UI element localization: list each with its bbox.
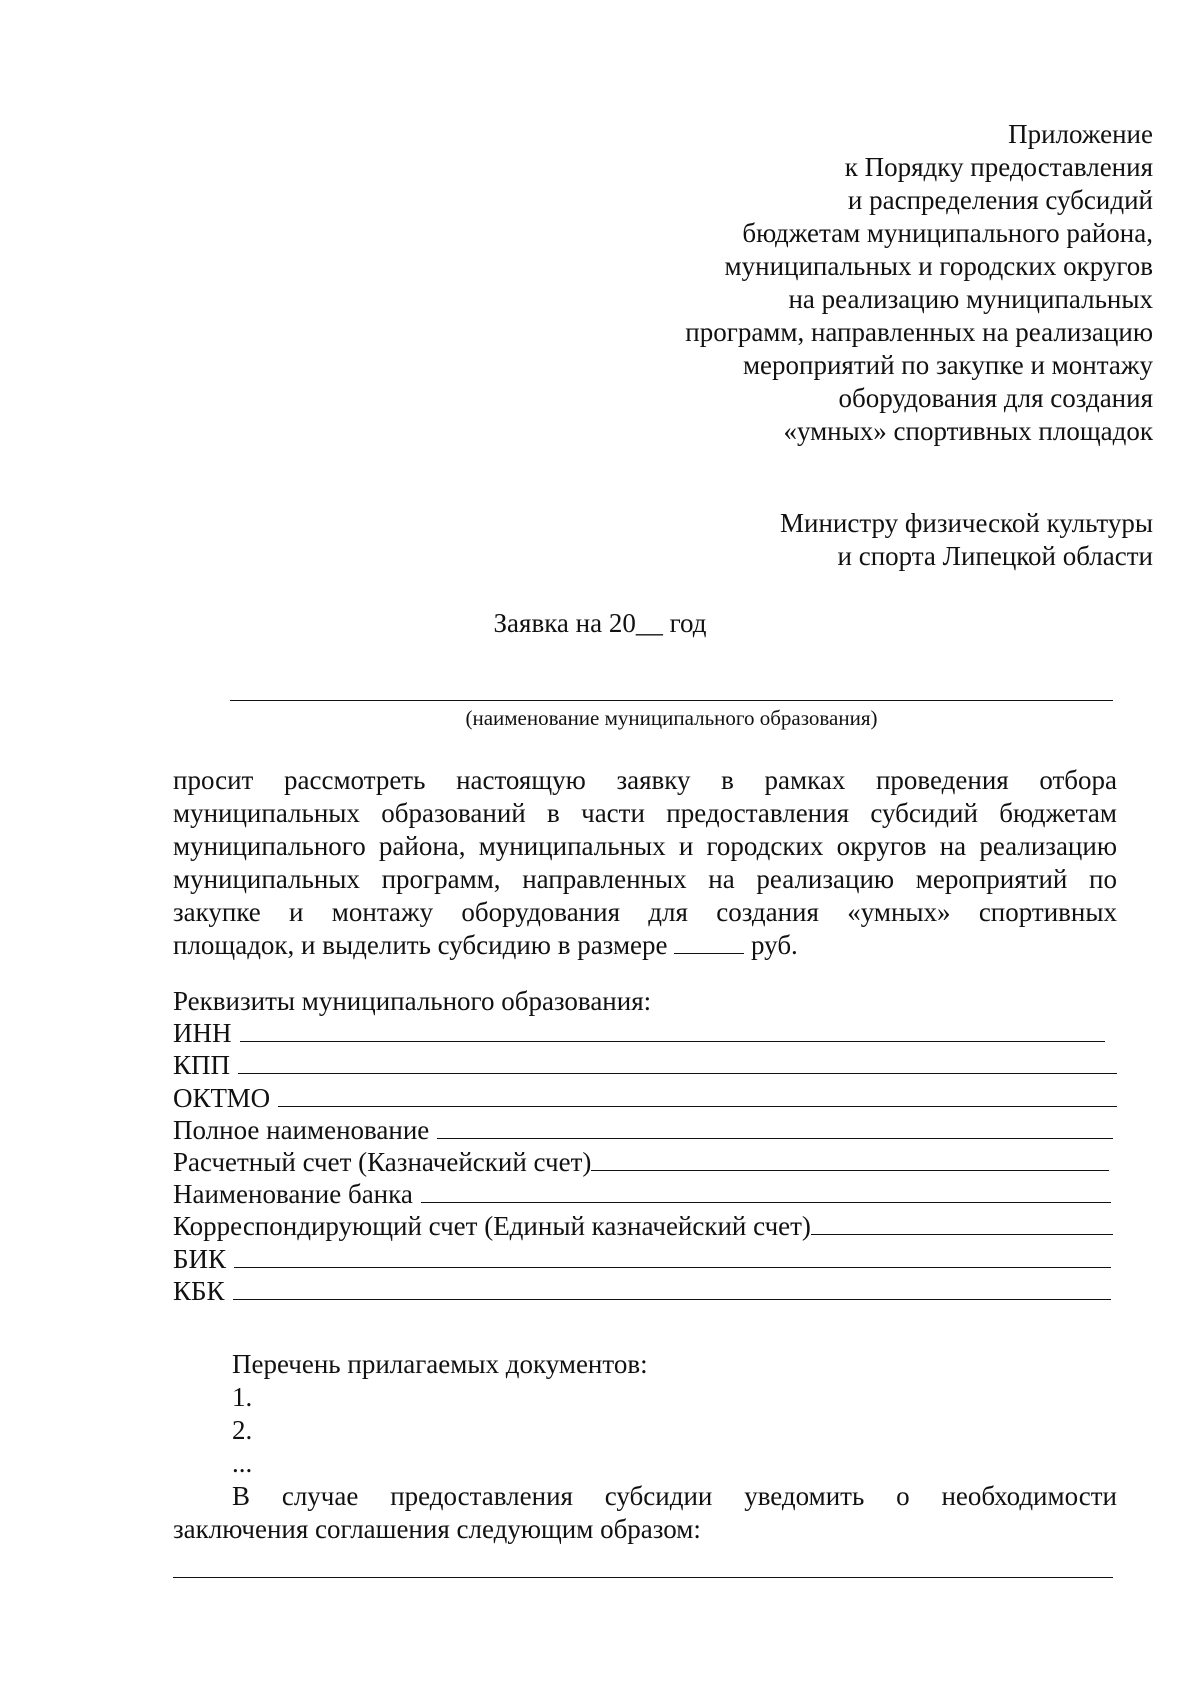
- addressee: [593, 507, 1153, 573]
- documents-list: [232, 1348, 648, 1480]
- request-line: закупке и монтажу оборудования для создания «умных» спортивных: [173, 897, 1117, 927]
- full-name-row: [173, 1114, 1117, 1146]
- oktmo-row: [173, 1082, 1117, 1114]
- documents-heading: Перечень прилагаемых документов:: [232, 1349, 648, 1379]
- title-prefix: Заявка на 20: [493, 608, 636, 638]
- requisites-heading: [173, 985, 1117, 1017]
- appendix-line: муниципальных и городских округов: [724, 251, 1153, 281]
- oktmo-label: ОКТМО: [173, 1082, 271, 1113]
- request-line: муниципального района, муниципальных и городских округов на реализацию: [173, 831, 1117, 861]
- request-paragraph: [173, 764, 1117, 962]
- bank-name-label: Наименование банка: [173, 1179, 413, 1210]
- notify-line-1: В случае предоставления субсидии уведомить о необходимости: [232, 1481, 1117, 1511]
- kpp-field[interactable]: [238, 1051, 1117, 1074]
- notify-line-2: заключения соглашения следующим образом:: [173, 1514, 701, 1544]
- request-line: просит рассмотреть настоящую заявку в рамках проведения отбора: [173, 765, 1117, 795]
- year-blank[interactable]: __: [635, 608, 663, 638]
- corr-account-row: [173, 1210, 1117, 1242]
- document-item: ...: [232, 1448, 253, 1478]
- bik-row: [173, 1243, 1117, 1275]
- appendix-line: и распределения субсидий: [847, 185, 1153, 215]
- addressee-line-1: Министру физической культуры: [780, 508, 1153, 538]
- kbk-label: КБК: [173, 1275, 225, 1306]
- inn-row: [173, 1017, 1117, 1049]
- bank-name-row: [173, 1178, 1117, 1210]
- requisites-block: [173, 985, 1117, 1307]
- inn-label: ИНН: [173, 1018, 232, 1049]
- bik-field[interactable]: [234, 1245, 1111, 1268]
- account-label: Расчетный счет (Казначейский счет): [173, 1146, 592, 1177]
- request-line: муниципальных программ, направленных на реализацию мероприятий по: [173, 864, 1117, 894]
- municipality-name-field[interactable]: [230, 700, 1113, 701]
- oktmo-field[interactable]: [278, 1084, 1117, 1107]
- appendix-line: бюджетам муниципального района,: [742, 218, 1153, 248]
- appendix-line: к Порядку предоставления: [844, 152, 1153, 182]
- appendix-line: на реализацию муниципальных: [788, 284, 1153, 314]
- appendix-line: оборудования для создания: [838, 383, 1153, 413]
- appendix-line: «умных» спортивных площадок: [783, 416, 1153, 446]
- document-item: 2.: [232, 1415, 253, 1445]
- addressee-line-2: и спорта Липецкой области: [837, 541, 1153, 571]
- notify-paragraph: [173, 1480, 1117, 1546]
- request-line: муниципальных образований в части предоставления субсидий бюджетам: [173, 798, 1117, 828]
- account-row: [173, 1146, 1117, 1178]
- kpp-label: КПП: [173, 1050, 231, 1081]
- corr-account-label: Корреспондирующий счет (Единый казначейский счет): [173, 1211, 811, 1242]
- kbk-field[interactable]: [233, 1277, 1111, 1300]
- full-name-field[interactable]: [437, 1116, 1113, 1139]
- request-last-prefix: площадок, и выделить субсидию в размере: [173, 930, 675, 960]
- appendix-header: [593, 118, 1153, 448]
- appendix-line: Приложение: [1008, 119, 1153, 149]
- bik-label: БИК: [173, 1243, 227, 1274]
- title-suffix: год: [662, 608, 707, 638]
- document-title: [0, 608, 1200, 639]
- requisites-heading-text: Реквизиты муниципального образования:: [173, 986, 652, 1016]
- kbk-row: [173, 1275, 1117, 1307]
- kpp-row: [173, 1049, 1117, 1081]
- appendix-line: мероприятий по закупке и монтажу: [742, 350, 1153, 380]
- bank-name-field[interactable]: [421, 1180, 1111, 1203]
- inn-field[interactable]: [240, 1019, 1106, 1042]
- notification-method-field[interactable]: [173, 1577, 1113, 1578]
- subsidy-amount-field[interactable]: [674, 931, 744, 954]
- appendix-line: программ, направленных на реализацию: [685, 317, 1153, 347]
- municipality-name-caption: (наименование муниципального образования): [465, 706, 878, 730]
- corr-account-field[interactable]: [811, 1212, 1113, 1235]
- request-last-suffix: руб.: [744, 930, 798, 960]
- account-field[interactable]: [591, 1148, 1109, 1171]
- full-name-label: Полное наименование: [173, 1114, 430, 1145]
- request-line-last: [173, 929, 1117, 962]
- document-item: 1.: [232, 1382, 253, 1412]
